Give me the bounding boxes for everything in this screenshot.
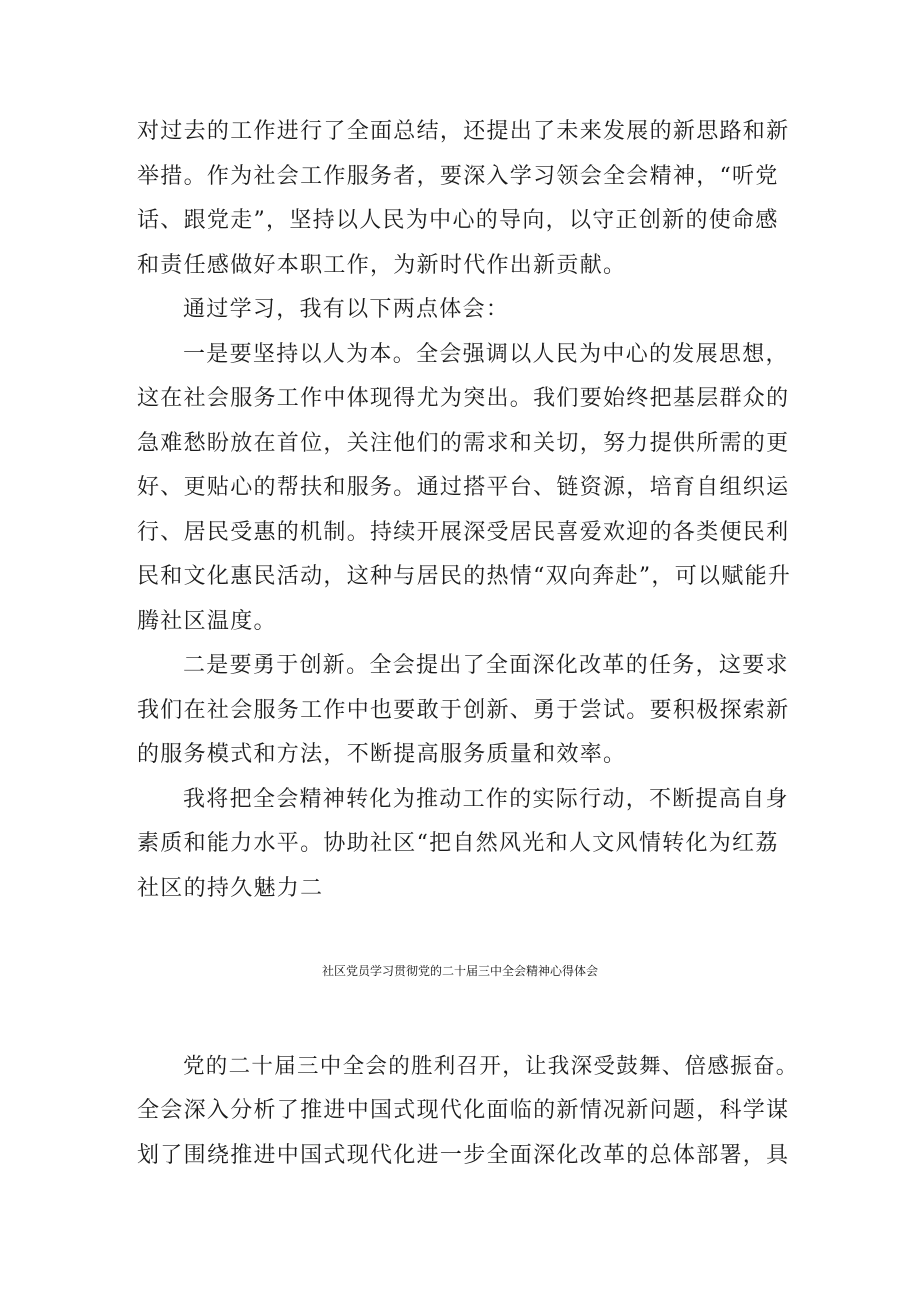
paragraph-line: 我将把全会精神转化为推动工作的实际行动，不断提高自身	[183, 787, 789, 812]
paragraph-line: 社区的持久魅力二	[137, 876, 324, 901]
paragraph-line: 举措。作为社会工作服务者，要深入学习领会全会精神，“听党	[137, 164, 779, 189]
paragraph-line: 腾社区温度。	[137, 609, 277, 634]
paragraph-line: 急难愁盼放在首位，关注他们的需求和关切，努力提供所需的更	[137, 431, 790, 456]
paragraph-line: 通过学习，我有以下两点体会：	[183, 297, 510, 322]
paragraph-line: 二是要勇于创新。全会提出了全面深化改革的任务，这要求	[183, 653, 789, 678]
paragraph-line: 全会深入分析了推进中国式现代化面临的新情况新问题，科学谋	[137, 1098, 790, 1123]
paragraph-line: 的服务模式和方法，不断提高服务质量和效率。	[137, 742, 627, 767]
paragraph-line: 好、更贴心的帮扶和服务。通过搭平台、链资源，培育自组织运	[137, 475, 790, 500]
article-title: 社区党员学习贯彻党的二十届三中全会精神心得体会	[321, 964, 598, 978]
paragraph-line: 划了围绕推进中国式现代化进一步全面深化改革的总体部署，具	[137, 1143, 790, 1168]
paragraph-line: 这在社会服务工作中体现得尤为突出。我们要始终把基层群众的	[137, 386, 790, 411]
paragraph-line: 对过去的工作进行了全面总结，还提出了未来发展的新思路和新	[137, 119, 790, 144]
paragraph-line: 党的二十届三中全会的胜利召开，让我深受鼓舞、倍感振奋。	[183, 1054, 799, 1079]
paragraph-line: 民和文化惠民活动，这种与居民的热情“双向奔赴”，可以赋能升	[137, 564, 792, 589]
paragraph-line: 和责任感做好本职工作，为新时代作出新贡献。	[137, 253, 627, 278]
paragraph-line: 素质和能力水平。协助社区“把自然风光和人文风情转化为红荔	[137, 831, 779, 856]
paragraph-line: 我们在社会服务工作中也要敢于创新、勇于尝试。要积极探索新	[137, 698, 790, 723]
paragraph-line: 行、居民受惠的机制。持续开展深受居民喜爱欢迎的各类便民利	[137, 520, 790, 545]
paragraph-line: 一是要坚持以人为本。全会强调以人民为中心的发展思想，	[183, 342, 789, 367]
paragraph-line: 话、跟党走”，坚持以人民为中心的导向，以守正创新的使命感	[137, 208, 779, 233]
